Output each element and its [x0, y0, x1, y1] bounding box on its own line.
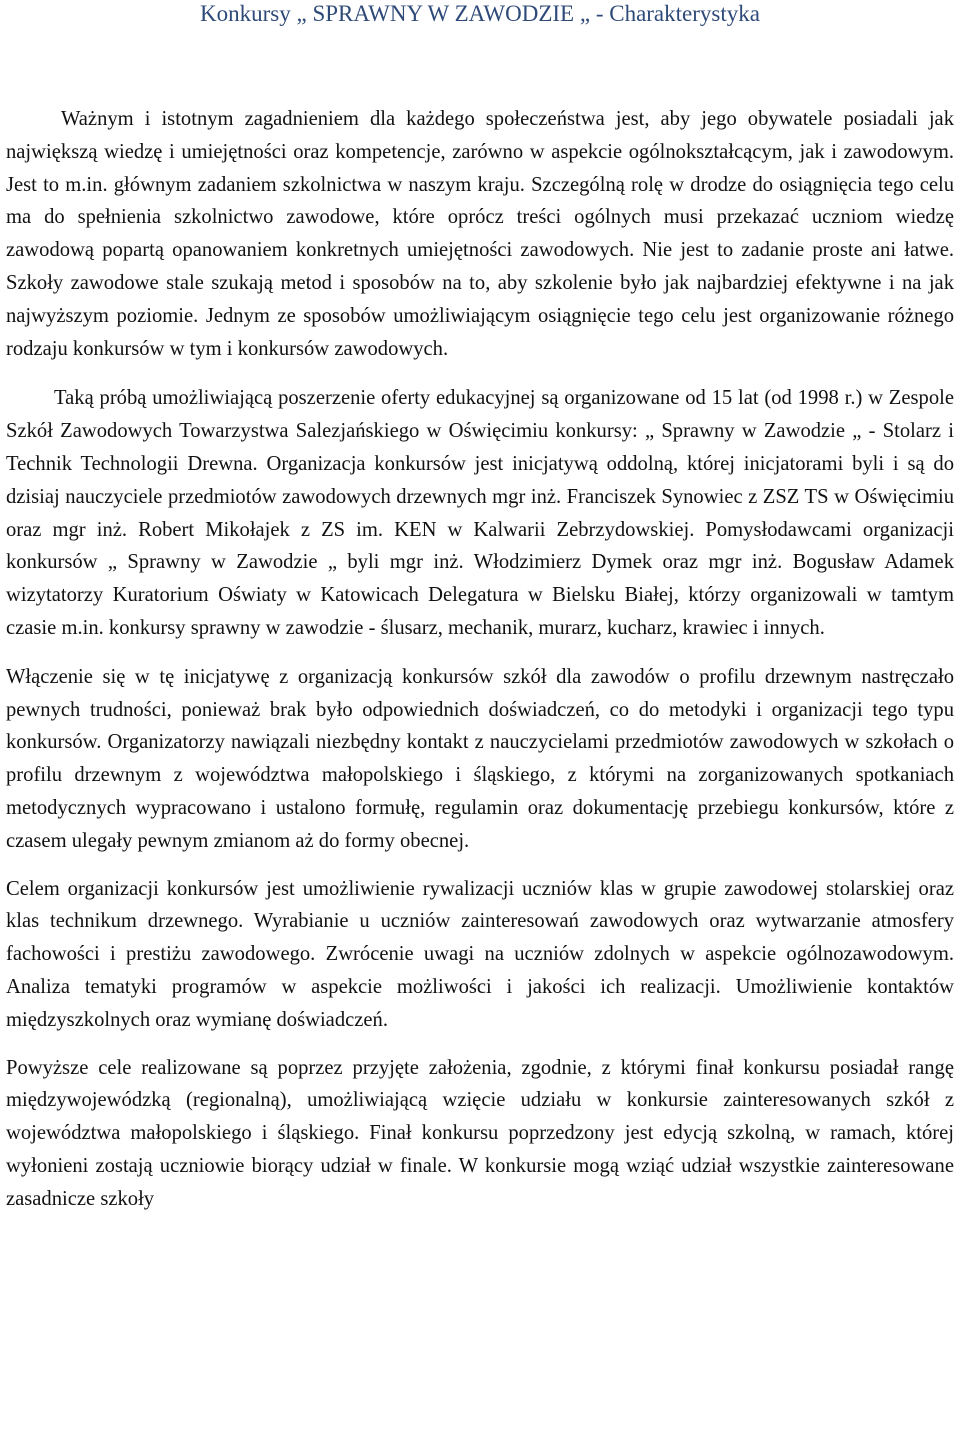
- paragraph-initiative: Włączenie się w tę inicjatywę z organizacją konkursów szkół dla zawodów o profilu drzewnym nastręczało pewnych trudności, ponieważ brak było odpowiednich doświadczeń, co do metodyki i organizacji tego typu konkursów. Organizatorzy nawiązali niezbędny kontakt z nauczycielami przedmiotów zawodowych w szkołach o profilu drzewnym z województwa małopolskiego i śląskiego, z którymi na zorganizowanych spotkaniach metodycznych wypracowano i ustalono formułę, regulamin oraz dokumentację przebiegu konkursów, które z czasem ulegały pewnym zmianom aż do formy obecnej.: [6, 665, 954, 852]
- paragraph-assumptions: Powyższe cele realizowane są poprzez przyjęte założenia, zgodnie, z którymi finał konkursu posiadał rangę międzywojewódzką (regionalną), umożliwiającą wzięcie udziału w konkursie zainteresowanych szkół z województwa małopolskiego i śląskiego. Finał konkursu poprzedzony jest edycją szkolną, w ramach, której wyłonieni zostają uczniowie biorący udział w finale. W konkursie mogą wziąć udział wszystkie zainteresowane zasadnicze szkoły: [6, 1056, 954, 1210]
- paragraph-intro: Ważnym i istotnym zagadnieniem dla każdego społeczeństwa jest, aby jego obywatele posiadali jak największą wiedzę i umiejętności oraz kompetencje, zarówno w aspekcie ogólnokształcącym, jak i zawodowym. Jest to m.in. głównym zadaniem szkolnictwa w naszym kraju. Szczególną rolę w drodze do osiągnięcia tego celu ma do spełnienia szkolnictwo zawodowe, które oprócz treści ogólnych musi przekazać uczniom wiedzę zawodową popartą opanowaniem konkretnych umiejętności zawodowych. Nie jest to zadanie proste ani łatwe. Szkoły zawodowe stale szukają metod i sposobów na to, aby szkolenie było jak najbardziej efektywne i na jak najwyższym poziomie. Jednym ze sposobów umożliwiającym osiągnięcie tego celu jest organizowanie różnego rodzaju konkursów w tym i konkursów zawodowych.: [6, 108, 954, 360]
- paragraph-goals: Celem organizacji konkursów jest umożliwienie rywalizacji uczniów klas w grupie zawodowej stolarskiej oraz klas technikum drzewnego. Wyrabianie u uczniów zainteresowań zawodowych oraz wytwarzanie atmosfery fachowości i prestiżu zawodowego. Zwrócenie uwagi na uczniów zdolnych w aspekcie ogólnozawodowym. Analiza tematyki programów w aspekcie możliwości i jakości ich realizacji. Umożliwienie kontaktów międzyszkolnych oraz wymianę doświadczeń.: [6, 877, 954, 1031]
- document-page: [6, 0, 954, 1216]
- paragraph-history: Taką próbą umożliwiającą poszerzenie oferty edukacyjnej są organizowane od 15 lat (od 1998 r.) w Zespole Szkół Zawodowych Towarzystwa Salezjańskiego w Oświęcimiu konkursy: „ Sprawny w Zawodzie „ - Stolarz i Technik Technologii Drewna. Organizacja konkursów jest inicjatywą oddolną, której inicjatorami byli i są do dzisiaj nauczyciele przedmiotów zawodowych drzewnych mgr inż. Franciszek Synowiec z ZSZ TS w Oświęcimiu oraz mgr inż. Robert Mikołajek z ZS im. KEN w Kalwarii Zebrzydowskiej. Pomysłodawcami organizacji konkursów „ Sprawny w Zawodzie „ byli mgr inż. Włodzimierz Dymek oraz mgr inż. Bogusław Adamek wizytatorzy Kuratorium Oświaty w Katowicach Delegatura w Bielsku Białej, którzy organizowali w tamtym czasie m.in. konkursy sprawny w zawodzie - ślusarz, mechanik, murarz, kucharz, krawiec i innych.: [6, 387, 954, 639]
- page-header: Konkursy „ SPRAWNY W ZAWODZIE „ - Charakterystyka: [200, 1, 760, 26]
